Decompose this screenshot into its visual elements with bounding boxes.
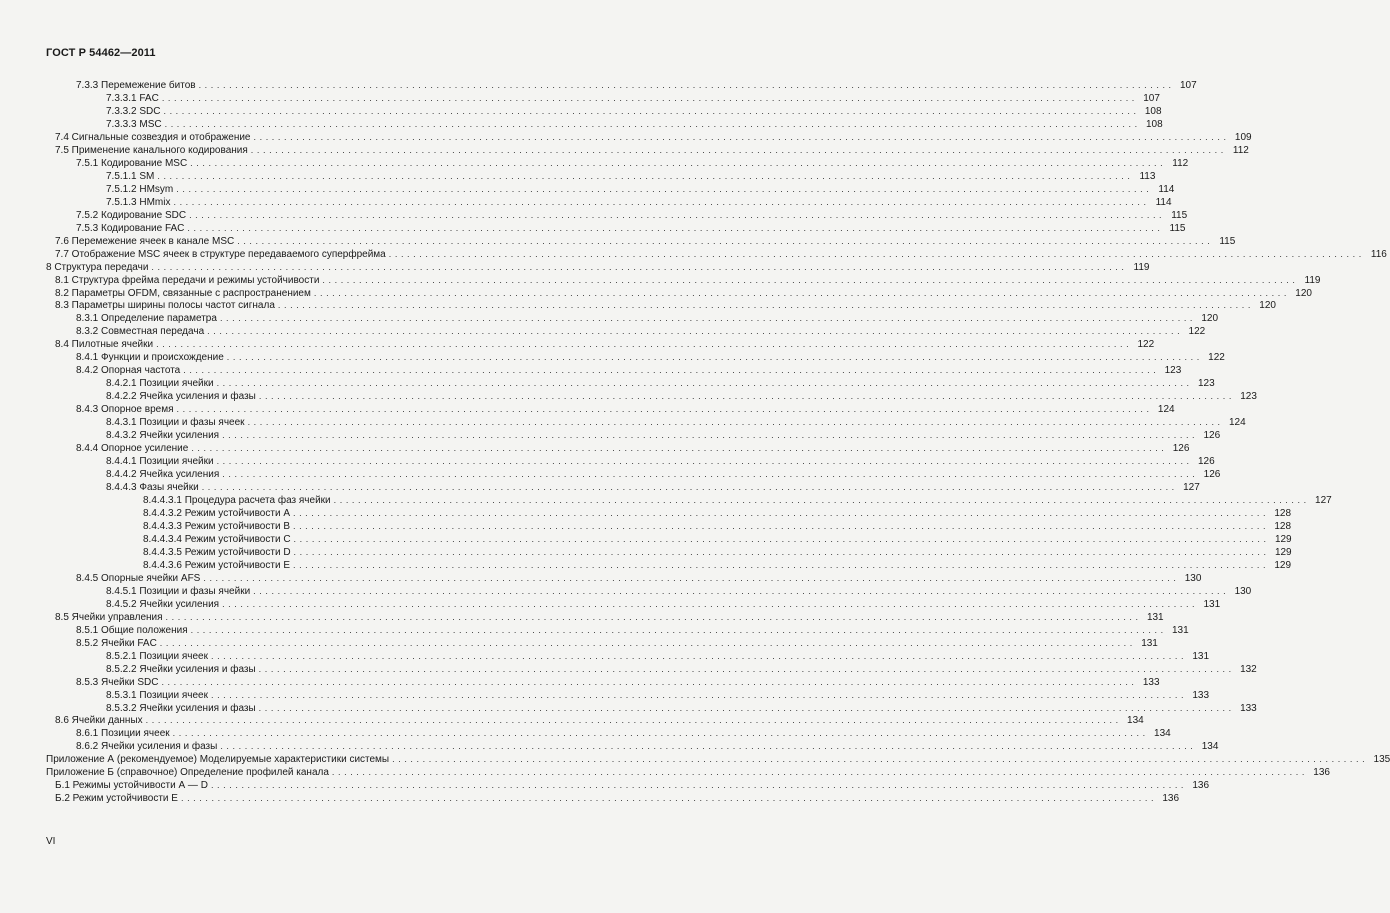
toc-entry-page: 131 [1172,624,1189,636]
dot-leader: ................................................................................................................................................................ [253,585,1230,596]
toc-entry-title: 7.3.3 Перемежение битов [76,80,196,91]
dot-leader: ................................................................................................................................................................ [203,572,1180,583]
toc-entry-title: 7.7 Отображение MSC ячеек в структуре передаваемого суперфрейма [55,248,386,260]
toc-entry-page: 126 [1203,469,1221,481]
toc-entry-page: 120 [1295,287,1312,299]
toc-entry-page: 108 [1145,118,1163,130]
toc-entry-title: 8.3.2 Совместная передача [76,326,205,338]
dot-leader: ................................................................................................................................................................ [293,533,1270,544]
toc-entry-page: 127 [1315,495,1332,506]
document-header: ГОСТ Р 54462—2011 [46,47,156,59]
toc-entry-page: 122 [1208,352,1225,364]
toc-entry-title: 8.4.2.2 Ячейка усиления и фазы [106,391,256,403]
toc-entry-title: 7.5.1.3 HMmix [106,196,171,208]
toc-entry [46,377,1215,390]
toc-entry-page: 115 [1169,222,1186,234]
dot-leader: ................................................................................................................................................................ [331,767,1308,778]
toc-entry-title: 8.5.2.2 Ячейки усиления и фазы [106,663,256,675]
toc-entry [46,196,1172,209]
toc-entry [46,676,1160,689]
toc-entry-page: 127 [1183,482,1200,494]
toc-entry-page: 134 [1127,715,1144,727]
toc-entry-title: 8.1 Структура фрейма передачи и режимы устойчивости [55,274,320,286]
toc-entry [46,105,1162,118]
toc-entry [46,222,1186,235]
toc-entry [46,572,1202,585]
toc-entry [46,403,1175,416]
toc-entry-title: 7.6 Перемежение ячеек в канале MSC [55,235,235,247]
dot-leader: ................................................................................................................................................................ [210,780,1188,791]
toc-entry-title: 8.4.4.3.5 Режим устойчивости D [143,546,291,558]
toc-entry-title: Б.2 Режим устойчивости Е [55,793,178,805]
dot-leader: ................................................................................................................................................................ [159,637,1136,648]
toc-entry-page: 130 [1184,572,1202,584]
toc-entry-page: 109 [1234,131,1252,143]
toc-entry [46,351,1225,364]
toc-entry [46,79,1197,92]
toc-entry-title: 7.5.1.2 HMsym [106,183,174,195]
toc-entry [46,702,1257,715]
dot-leader: ................................................................................................................................................................ [313,287,1290,298]
toc-entry-title: 8.4.3.1 Позиции и фазы ячеек [106,417,245,429]
dot-leader: ................................................................................................................................................................ [187,222,1164,233]
dot-leader: ................................................................................................................................................................ [173,196,1150,207]
toc-entry-title: 7.3.3.3 MSC [106,118,162,130]
toc-entry-title: 8.5 Ячейки управления [55,611,163,623]
toc-entry-page: 128 [1274,520,1292,532]
toc-entry-title: 8.3.1 Определение параметра [76,313,217,325]
toc-entry [46,261,1150,274]
toc-entry-title: 8.4 Пилотные ячейки [55,339,154,351]
toc-entry [46,714,1144,727]
toc-entry [46,689,1210,702]
toc-entry [46,325,1206,338]
toc-entry [46,248,1387,261]
toc-entry-title: 8.3 Параметры ширины полосы частот сигнала [55,300,275,312]
toc-entry [46,118,1163,131]
toc-entry-page: 129 [1274,559,1292,571]
toc-entry-page: 116 [1370,248,1387,260]
dot-leader: ................................................................................................................................................................ [292,507,1270,518]
dot-leader: ................................................................................................................................................................ [190,624,1167,635]
toc-entry-title: 7.3.3.1 FAC [106,92,159,104]
toc-entry-title: Приложение Б (справочное) Определение профилей канала [46,767,329,779]
toc-entry-page: 115 [1219,235,1236,247]
table-of-contents [46,79,1390,805]
toc-entry [46,650,1210,663]
toc-entry-page: 115 [1171,209,1188,221]
toc-entry [46,429,1221,442]
toc-entry [46,287,1312,300]
toc-entry-page: 107 [1143,92,1160,104]
toc-entry-page: 123 [1240,391,1257,403]
toc-entry-page: 112 [1172,157,1189,169]
toc-entry [46,364,1182,377]
toc-entry-title: 8.2 Параметры OFDM, связанные с распространением [55,287,311,299]
toc-entry-page: 124 [1228,417,1246,429]
toc-entry-title: 8.4.1 Функции и происхождение [76,352,224,364]
toc-entry-page: 123 [1164,365,1182,377]
toc-entry-page: 132 [1240,663,1257,675]
toc-entry-title: 8.4.4.3.3 Режим устойчивости B [143,520,290,532]
toc-entry-page: 120 [1201,313,1219,325]
toc-entry [46,559,1292,572]
dot-leader: ................................................................................................................................................................ [163,105,1140,116]
dot-leader: ................................................................................................................................................................ [207,326,1184,337]
toc-entry-title: 8.4.2.1 Позиции ячейки [106,378,214,390]
toc-entry-title: 8 Структура передачи [46,261,149,273]
dot-leader: ................................................................................................................................................................ [210,689,1188,700]
dot-leader: ................................................................................................................................................................ [161,92,1138,103]
dot-leader: ................................................................................................................................................................ [145,715,1122,726]
toc-entry-title: 7.5.1.1 SM [106,170,155,182]
toc-entry-title: 8.4.4.3.1 Процедура расчета фаз ячейки [143,495,331,506]
toc-entry-page: 133 [1240,702,1257,714]
dot-leader: ................................................................................................................................................................ [210,650,1188,661]
toc-entry-page: 134 [1201,741,1219,753]
toc-entry-title: Приложение А (рекомендуемое) Моделируемые характеристики системы [46,754,390,766]
toc-entry-title: 7.5.2 Кодирование SDC [76,209,187,221]
toc-entry-page: 119 [1133,261,1150,273]
dot-leader: ................................................................................................................................................................ [164,118,1141,129]
toc-entry [46,144,1249,157]
toc-entry-page: 129 [1274,546,1292,558]
toc-entry [46,235,1236,248]
toc-entry-page: 107 [1179,80,1197,91]
dot-leader: ................................................................................................................................................................ [216,378,1193,389]
dot-leader: ................................................................................................................................................................ [237,235,1214,246]
toc-entry-title: 8.5.2 Ячейки FAC [76,637,157,649]
dot-leader: ................................................................................................................................................................ [293,546,1270,557]
toc-entry-title: 8.5.3.2 Ячейки усиления и фазы [106,702,256,714]
toc-entry-title: 7.3.3.2 SDC [106,105,161,117]
dot-leader: ................................................................................................................................................................ [292,520,1270,531]
toc-entry [46,727,1171,740]
toc-entry [46,468,1221,481]
toc-entry [46,442,1190,455]
dot-leader: ................................................................................................................................................................ [151,261,1128,272]
toc-entry-title: 8.4.4.3 Фазы ячейки [106,482,199,494]
toc-entry [46,598,1221,611]
toc-entry [46,624,1189,637]
dot-leader: ................................................................................................................................................................ [222,469,1199,480]
dot-leader: ................................................................................................................................................................ [183,365,1160,376]
toc-entry [46,507,1292,520]
page-number: VI [46,836,56,847]
toc-entry-page: 124 [1157,404,1175,416]
toc-entry-title: 8.4.3 Опорное время [76,404,174,416]
toc-entry-title: 8.4.4.3.2 Режим устойчивости A [143,507,290,519]
dot-leader: ................................................................................................................................................................ [190,157,1167,168]
toc-entry-title: 8.4.4.3.6 Режим устойчивости E [143,559,290,571]
dot-leader: ................................................................................................................................................................ [156,339,1133,350]
toc-entry [46,637,1158,650]
toc-entry [46,779,1210,792]
toc-entry-title: 7.5.1 Кодирование MSC [76,157,188,169]
toc-entry-page: 108 [1144,105,1162,117]
toc-entry-page: 114 [1158,183,1175,195]
toc-entry [46,157,1189,170]
dot-leader: ................................................................................................................................................................ [220,741,1197,752]
toc-entry-page: 136 [1313,767,1330,779]
toc-entry [46,520,1292,533]
toc-entry-page: 128 [1274,507,1292,519]
toc-entry [46,740,1219,753]
toc-entry [46,209,1188,222]
toc-entry [46,455,1215,468]
toc-entry-page: 126 [1172,443,1190,455]
toc-entry-title: 8.6 Ячейки данных [55,715,143,727]
dot-leader: ................................................................................................................................................................ [176,183,1153,194]
toc-entry-title: 8.4.5.2 Ячейки усиления [106,598,220,610]
toc-entry [46,533,1292,546]
toc-entry [46,546,1292,559]
toc-entry [46,131,1252,144]
toc-entry-title: 8.4.4.2 Ячейка усиления [106,469,220,481]
toc-entry-title: 8.5.1 Общие положения [76,624,188,636]
dot-leader: ................................................................................................................................................................ [216,456,1193,467]
dot-leader: ................................................................................................................................................................ [176,404,1153,415]
toc-entry-page: 112 [1232,144,1249,156]
toc-entry [46,390,1257,403]
toc-entry-title: 8.5.2.1 Позиции ячеек [106,650,208,662]
dot-leader: ................................................................................................................................................................ [333,495,1310,505]
toc-entry [46,338,1155,351]
toc-entry [46,92,1160,105]
dot-leader: ................................................................................................................................................................ [222,430,1199,441]
toc-entry-page: 136 [1192,780,1210,792]
toc-entry-page: 119 [1304,274,1321,286]
toc-entry-page: 131 [1141,637,1158,649]
toc-entry [46,183,1175,196]
toc-entry-title: 8.4.5 Опорные ячейки AFS [76,572,201,584]
toc-entry-page: 136 [1162,793,1180,805]
dot-leader: ................................................................................................................................................................ [219,313,1197,324]
dot-leader: ................................................................................................................................................................ [161,676,1138,687]
dot-leader: ................................................................................................................................................................ [180,793,1158,804]
dot-leader: ................................................................................................................................................................ [172,728,1149,739]
toc-entry-page: 131 [1192,650,1210,662]
toc-entry-title: 7.5 Применение канального кодирования [55,144,248,156]
toc-entry-title: 7.5.3 Кодирование FAC [76,222,185,234]
toc-entry-page: 130 [1234,585,1252,597]
toc-entry [46,170,1156,183]
toc-entry [46,481,1200,494]
dot-leader: ................................................................................................................................................................ [258,391,1235,402]
toc-entry [46,585,1252,598]
dot-leader: ................................................................................................................................................................ [201,482,1178,493]
dot-leader: ................................................................................................................................................................ [165,611,1142,622]
toc-entry-title: 8.4.4.3.4 Режим устойчивости C [143,533,291,545]
toc-entry-page: 126 [1197,456,1215,468]
toc-entry-title: 8.4.4 Опорное усиление [76,443,189,455]
toc-entry-page: 114 [1155,196,1172,208]
toc-entry-title: 8.4.3.2 Ячейки усиления [106,430,220,442]
dot-leader: ................................................................................................................................................................ [198,80,1175,90]
toc-entry-title: 8.4.5.1 Позиции и фазы ячейки [106,585,251,597]
dot-leader: ................................................................................................................................................................ [392,754,1369,765]
toc-entry [46,274,1321,287]
dot-leader: ................................................................................................................................................................ [247,417,1224,428]
toc-entry [46,611,1164,624]
dot-leader: ................................................................................................................................................................ [157,170,1134,181]
dot-leader: ................................................................................................................................................................ [191,443,1168,454]
dot-leader: ................................................................................................................................................................ [322,274,1299,285]
toc-entry-page: 133 [1192,689,1210,701]
toc-entry-page: 135 [1373,754,1390,766]
toc-entry [46,416,1246,429]
toc-entry-title: 8.5.3.1 Позиции ячеек [106,689,208,701]
toc-entry [46,663,1257,676]
dot-leader: ................................................................................................................................................................ [189,209,1166,220]
dot-leader: ................................................................................................................................................................ [250,144,1227,155]
dot-leader: ................................................................................................................................................................ [258,663,1235,674]
dot-leader: ................................................................................................................................................................ [258,702,1235,713]
toc-entry-page: 129 [1274,533,1292,545]
toc-entry-page: 131 [1146,611,1164,623]
toc-entry-page: 134 [1154,728,1171,740]
toc-entry-title: 8.4.2 Опорная частота [76,365,181,377]
dot-leader: ................................................................................................................................................................ [277,300,1254,311]
toc-entry [46,766,1330,779]
toc-entry [46,299,1276,312]
toc-entry-page: 122 [1137,339,1155,351]
toc-entry-title: 8.5.3 Ячейки SDC [76,676,159,688]
dot-leader: ................................................................................................................................................................ [226,352,1203,363]
toc-entry [46,312,1219,325]
toc-entry-title: Б.1 Режимы устойчивости А — D [55,780,208,792]
dot-leader: ................................................................................................................................................................ [292,559,1270,570]
toc-entry-page: 113 [1139,170,1156,182]
toc-entry [46,792,1180,805]
toc-entry-title: 8.6.2 Ячейки усиления и фазы [76,741,218,753]
toc-entry [46,753,1390,766]
toc-entry-title: 8.6.1 Позиции ячеек [76,728,170,740]
toc-entry-title: 8.4.4.1 Позиции ячейки [106,456,214,468]
toc-entry [46,494,1332,507]
toc-entry-page: 120 [1259,300,1276,312]
toc-entry-page: 122 [1188,326,1206,338]
toc-entry-page: 123 [1197,378,1215,390]
dot-leader: ................................................................................................................................................................ [253,131,1230,142]
dot-leader: ................................................................................................................................................................ [388,248,1365,259]
toc-entry-page: 133 [1142,676,1160,688]
dot-leader: ................................................................................................................................................................ [222,598,1199,609]
toc-entry-page: 131 [1203,598,1221,610]
toc-entry-page: 126 [1203,430,1221,442]
toc-entry-title: 7.4 Сигнальные созвездия и отображение [55,131,251,143]
